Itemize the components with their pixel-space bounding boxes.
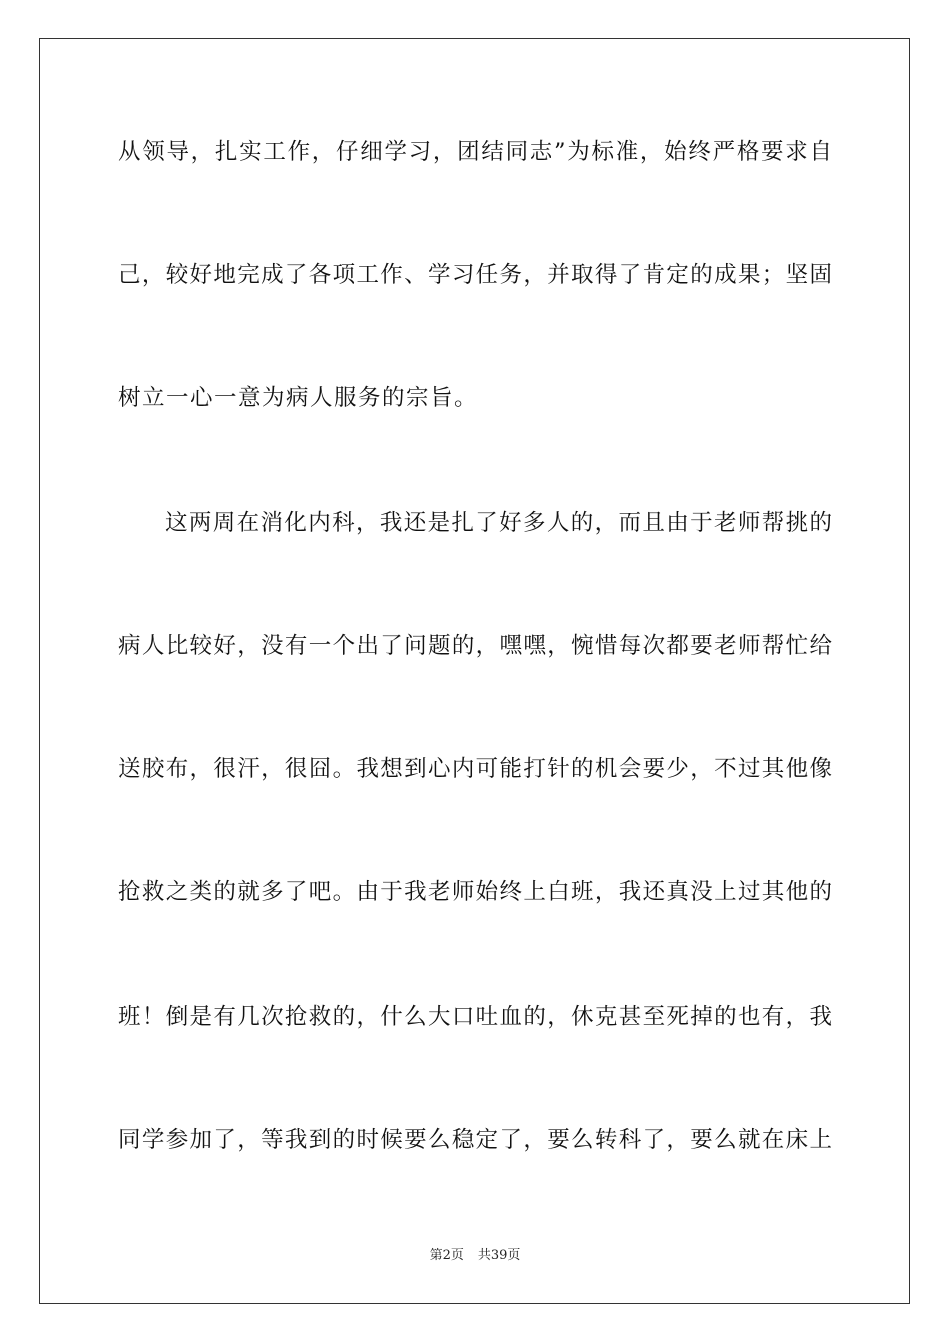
page-border [39,38,910,1304]
paragraph-line-4: 这两周在消化内科，我还是扎了好多人的，而且由于老师帮挑的 [165,510,832,536]
paragraph-line-1: 从领导，扎实工作，仔细学习，团结同志”为标准，始终严格要求自 [118,139,832,165]
paragraph-line-9: 同学参加了，等我到的时候要么稳定了，要么转科了，要么就在床上 [118,1127,832,1153]
paragraph-line-2: 己，较好地完成了各项工作、学习任务，并取得了肯定的成果；坚固 [118,262,832,288]
paragraph-line-5: 病人比较好，没有一个出了问题的，嘿嘿，惋惜每次都要老师帮忙给 [118,633,832,659]
paragraph-line-8: 班！倒是有几次抢救的，什么大口吐血的，休克甚至死掉的也有，我 [118,1004,832,1030]
page-total: 共39页 [477,1248,521,1263]
page-footer [0,1247,950,1265]
paragraph-line-3: 树立一心一意为病人服务的宗旨。 [118,385,479,411]
paragraph-line-7: 抢救之类的就多了吧。由于我老师始终上白班，我还真没上过其他的 [118,879,832,905]
paragraph-line-6: 送胶布，很汗，很囧。我想到心内可能打针的机会要少，不过其他像 [118,756,832,782]
page-number: 第2页 [429,1248,464,1263]
